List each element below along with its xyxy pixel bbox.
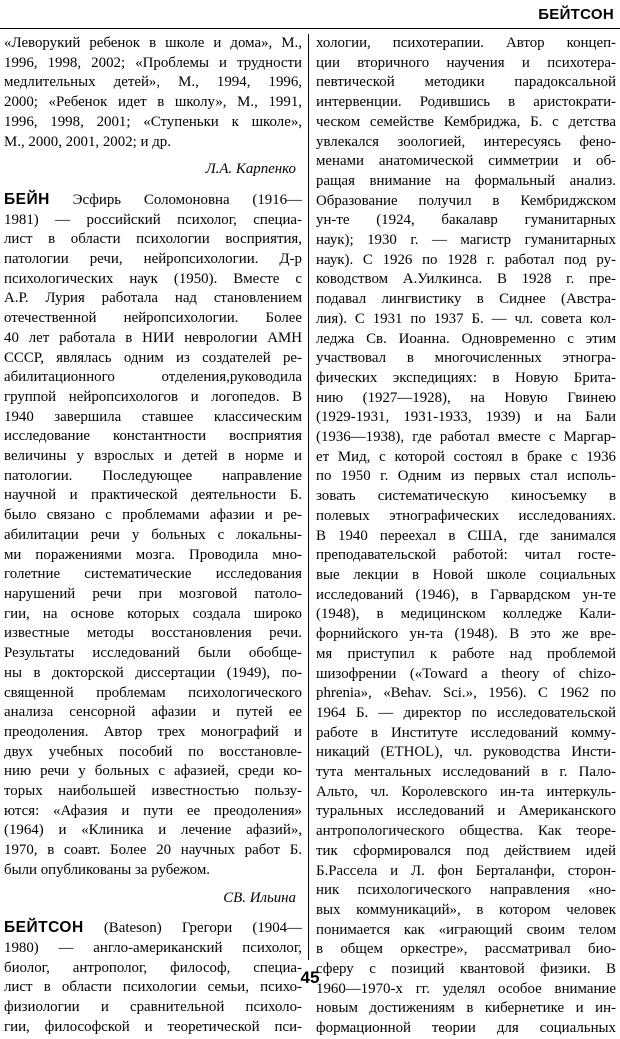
text-line: величины у взрослых и детей в норме и	[4, 448, 302, 465]
text-line: гии, философской и теоретической пси-	[4, 1018, 302, 1035]
right-column	[316, 34, 616, 1039]
text-line: медлительных детей», М., 1994, 1996,	[4, 74, 302, 91]
text-line: шизофрении («Toward a theory of chizo-	[316, 665, 616, 682]
entry-bein	[4, 190, 302, 908]
text-line: абилитации речи у больных с локальны-	[4, 526, 302, 543]
text-line: 1964 Б. — директор по исследовательской	[316, 704, 616, 721]
text-line: нию (1927—1928), на Новую Гвинею	[316, 389, 616, 406]
text-line: сферу с позиций квантовой физики. В	[316, 961, 616, 978]
text-line: наук). С 1926 по 1928 г. работал под ру-	[316, 251, 616, 268]
text-line: вых коммуникаций», в котором человек	[316, 901, 616, 918]
text-line: туральных исследований и Американского	[316, 803, 616, 820]
entry-headword: БЕЙН	[4, 190, 50, 208]
text-line: певтической методики парадоксальной	[316, 74, 616, 91]
text-line: ководством А.Уилкинса. В 1928 г. пре-	[316, 271, 616, 288]
text-line: никаций (ETHOL), чл. руководства Инсти-	[316, 744, 616, 761]
text-line: подавал лингвистику в Сиднее (Австра-	[316, 291, 616, 308]
text-line: абилитационного отделения,руководила	[4, 369, 302, 386]
text-line: преподавательской работой: читал госте-	[316, 547, 616, 564]
entry-first-line: (Bateson) Грегори (1904—	[83, 920, 302, 937]
text-line: лист в области психологии восприятия,	[4, 231, 302, 248]
entry-author: Л.А. Карпенко	[205, 161, 296, 178]
text-line: формационной теории для социальных	[316, 1020, 616, 1037]
text-line: научной и практической деятельности Б.	[4, 487, 302, 504]
entry-first-line: Эсфирь Соломоновна (1916—	[49, 191, 302, 208]
text-line: патологии речи, нейропсихологии. Д-р	[4, 251, 302, 268]
page-number: 45	[300, 968, 320, 987]
text-line: 1996, 1998, 2002; «Проблемы и трудности	[4, 54, 302, 71]
text-line: ческом семействе Кембриджа, Б. с детства	[316, 113, 616, 130]
text-line: phrenia», «Behav. Sci.», 1956). С 1962 по	[316, 685, 616, 702]
text-line: ник психологического направления «но-	[316, 882, 616, 899]
text-line: физиологии и сравнительной психоло-	[4, 999, 302, 1016]
text-line: 1996, 1998, 2001; «Ступеньки к школе»,	[4, 113, 302, 130]
text-line: преодоления. Автор трех монографий и	[4, 723, 302, 740]
left-column	[4, 34, 302, 1037]
running-header	[0, 0, 620, 28]
text-line: зовать систематическую киносъемку в	[316, 488, 616, 505]
text-line: «Леворукий ребенок в школе и дома», М.,	[4, 35, 302, 51]
text-line: Результаты исследований были обобще-	[4, 645, 302, 662]
text-line: ми поражениями мозга. Проводила мно-	[4, 546, 302, 563]
text-line: полевых этнографических исследованиях.	[316, 507, 616, 524]
text-line: ет Мид, с которой состоял в браке с 1936	[316, 448, 616, 465]
text-line: 1960—1970-х гг. уделял особое внимание	[316, 980, 616, 997]
text-line: участвовал в многочисленных этногра-	[316, 350, 616, 367]
text-line: СССР, являлась одним из создателей ре-	[4, 349, 302, 366]
text-line: (1948), в медицинском колледже Кали-	[316, 606, 616, 623]
text-line: интервенции. Родившись в аристократи-	[316, 94, 616, 111]
text-line: антропологического общества. Как теоре-	[316, 823, 616, 840]
header-rule	[0, 28, 620, 29]
text-line: исследований (1946), в Гарвардском ун-те	[316, 586, 616, 603]
text-line: 1980) — англо-американский психолог,	[4, 939, 302, 956]
text-line: А.Р. Лурия работала над становлением	[4, 290, 302, 307]
text-line: 40 лет работала в НИИ неврологии АМН	[4, 329, 302, 346]
text-line: ны в докторской диссертации (1949), по-	[4, 664, 302, 681]
text-line: 1981) — российский психолог, специа-	[4, 211, 302, 228]
text-line: нию речи у больных с афазией, среди ко-	[4, 763, 302, 780]
entry-headword: БЕЙТСОН	[4, 919, 84, 937]
text-line: 1940 завершила ставшее классическим	[4, 408, 302, 425]
text-line: ются: «Афазия и пути ее преодоления»	[4, 802, 302, 819]
text-line: исследование константности восприятия	[4, 428, 302, 445]
text-line: патологии. Последующее направление	[4, 467, 302, 484]
running-head-title: БЕЙТСОН	[538, 6, 614, 23]
text-line: лия). С 1931 по 1937 Б. — чл. совета кол-	[316, 310, 616, 327]
text-line: (1929-1931, 1931-1933, 1939) и на Бали	[316, 409, 616, 426]
text-line: работе в Институте исследований комму-	[316, 724, 616, 741]
text-line: тик сформировался под действием идей	[316, 842, 616, 859]
text-line: биолог, антрополог, философ, специа-	[4, 959, 302, 976]
text-line: были опубликованы за рубежом.	[4, 861, 210, 878]
text-line: (1964) и «Клиника и лечение афазий»,	[4, 822, 302, 839]
text-line: 2000; «Ребенок идет в школу», М., 1991,	[4, 94, 302, 111]
text-line: 1970, в соавт. Более 20 научных работ Б.	[4, 842, 302, 859]
column-divider	[308, 34, 309, 960]
intro-fragment	[4, 34, 302, 180]
text-line: нарушений речи при мозговой патоло-	[4, 585, 302, 602]
text-line: новым достижениям в кибернетике и ин-	[316, 1000, 616, 1017]
text-line: ращая внимание на формальный анализ.	[316, 172, 616, 189]
text-line: в общем оркестре», рассматривал био-	[316, 941, 616, 958]
text-line: ции вторичного научения и психотера-	[316, 54, 616, 71]
text-line: мя приступил к работе над проблемой	[316, 645, 616, 662]
text-line: хологии, психотерапии. Автор концеп-	[316, 35, 616, 51]
text-line: двух учебных пособий по восстановле-	[4, 743, 302, 760]
text-line: отечественной нейропсихологии. Более	[4, 310, 302, 327]
text-line: группой нейропсихологов и логопедов. В	[4, 388, 302, 405]
text-line: Образование получил в Кембриджском	[316, 192, 616, 209]
text-line: Б.Рассела и Л. фон Берталанфи, сторон-	[316, 862, 616, 879]
text-line: ун-те (1924, бакалавр гуманитарных	[316, 212, 616, 229]
text-line: психологических наук (1950). Вместе с	[4, 270, 302, 287]
text-line: по 1950 г. Одним из первых стал исполь-	[316, 468, 616, 485]
text-line: вые лекции в Новой школе социальных	[316, 566, 616, 583]
text-line: менами анатомической симметрии и об-	[316, 153, 616, 170]
text-line: увлекался зоологией, интересуясь фено-	[316, 133, 616, 150]
text-line: голетние систематические исследования	[4, 566, 302, 583]
text-line: В 1940 переехал в США, где занимался	[316, 527, 616, 544]
text-line: лист в области психологии семьи, психо-	[4, 979, 302, 996]
text-line: священной проблемам психологического	[4, 684, 302, 701]
text-line: тута ментальных исследований в г. Пало-	[316, 764, 616, 781]
text-line: гии, на основе которых создала широко	[4, 605, 302, 622]
text-line: М., 2000, 2001, 2002; и др.	[4, 133, 171, 150]
text-line: понимается как «играющий своим телом	[316, 921, 616, 938]
text-line: торых наибольшей известностью пользу-	[4, 783, 302, 800]
text-line: фических экспедициях: в Новую Брита-	[316, 369, 616, 386]
text-line: было связано с проблемами афазии и ре-	[4, 507, 302, 524]
text-line: наук); 1930 г. — магистр гуманитарных	[316, 232, 616, 249]
text-line: леджа Св. Иоанна. Одновременно с этим	[316, 330, 616, 347]
text-line: форнийского ун-та (1948). В это же вре-	[316, 626, 616, 643]
text-line: известные методы восстановления речи.	[4, 625, 302, 642]
text-line: (1936—1938), где работал вместе с Маргар-	[316, 429, 616, 446]
entry-author: СВ. Ильина	[223, 889, 296, 906]
text-line: Альто, чл. Королевского ин-та интеркуль-	[316, 783, 616, 800]
text-line: анализа сенсорной афазии и путей ее	[4, 704, 302, 721]
